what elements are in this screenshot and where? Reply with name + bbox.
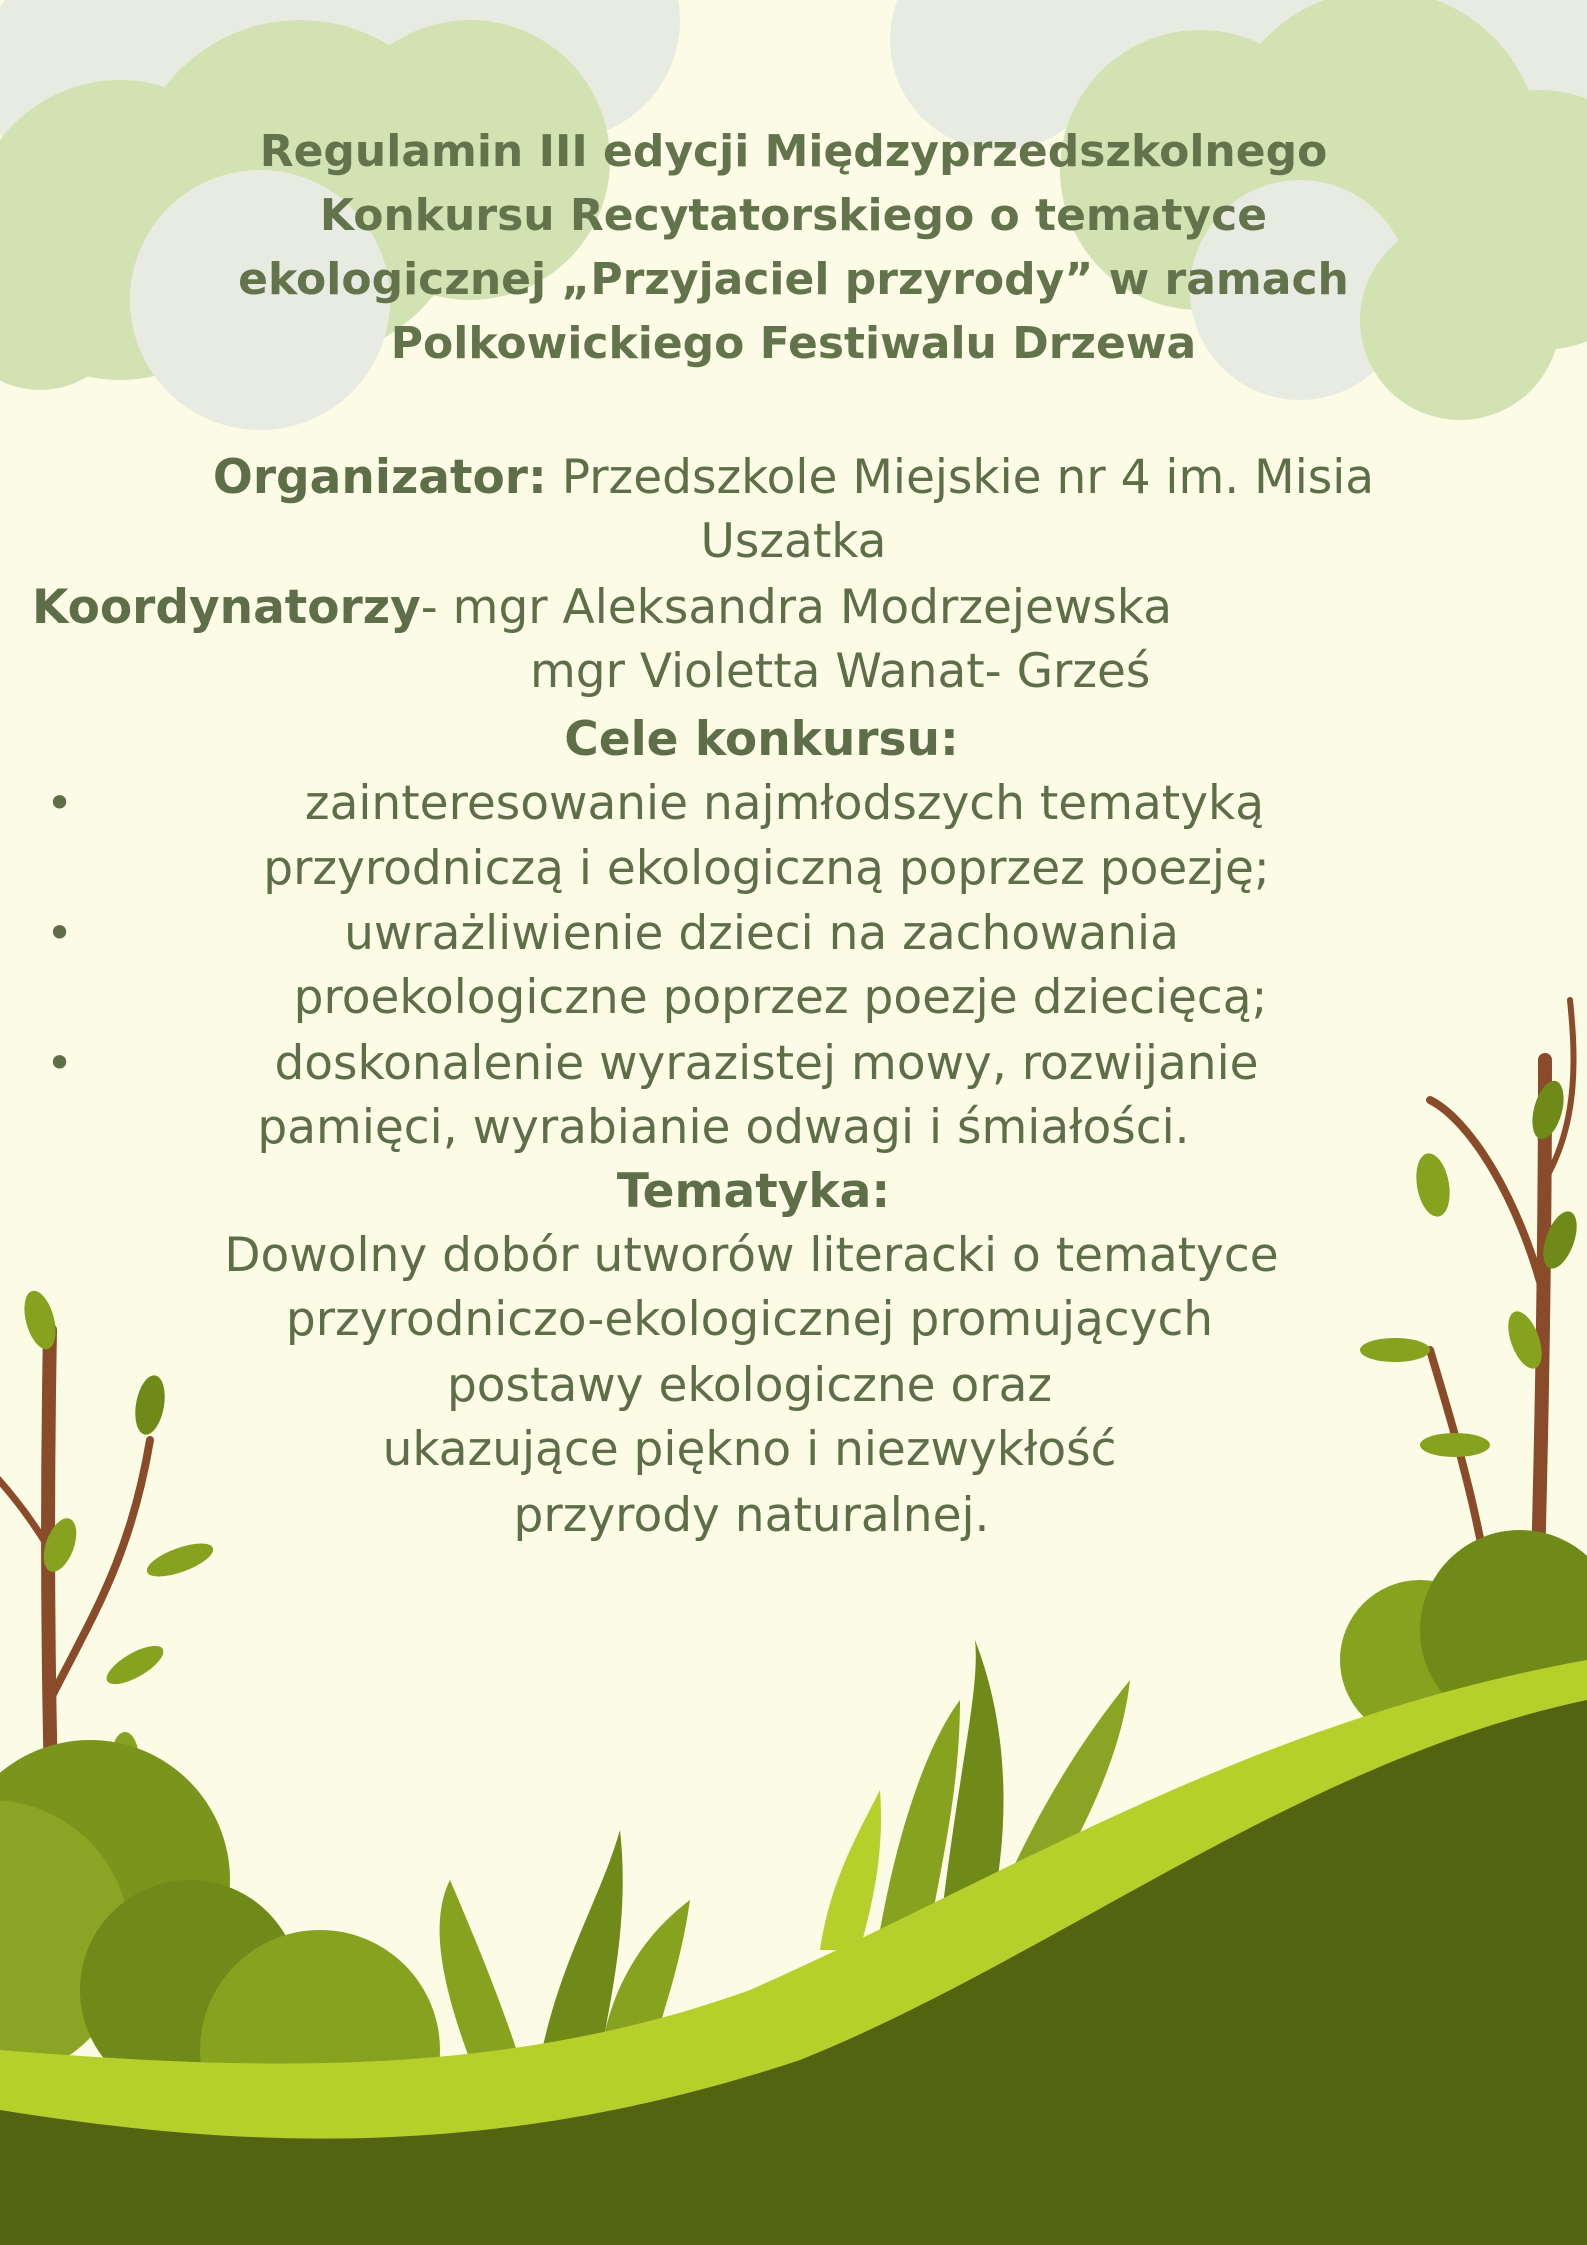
title-line: Polkowickiego Festiwalu Drzewa <box>390 318 1197 369</box>
topic-line: ukazujące piękno i niezwykłość <box>382 1422 1117 1477</box>
goal-item-line: pamięci, wyrabianie odwagi i śmiałości. <box>257 1100 1190 1155</box>
coordinator-name: mgr Violetta Wanat- Grześ <box>530 644 1151 699</box>
goal-item-line: doskonalenie wyrazistej mowy, rozwijanie <box>274 1036 1259 1091</box>
title-line: Regulamin III edycji Międzyprzedszkolnego <box>259 126 1328 177</box>
bullet-icon: • <box>46 1036 74 1090</box>
organizer-value: Przedszkole Miejskie nr 4 im. Misia <box>546 450 1375 505</box>
organizer-value-continued: Uszatka <box>700 514 887 569</box>
goals-heading: Cele konkursu: <box>564 712 959 767</box>
coordinators-separator: - <box>420 580 453 635</box>
goal-item-line: proekologiczne poprzez poezje dziecięcą; <box>293 970 1268 1025</box>
coordinators-line <box>32 580 1172 635</box>
coordinators-label: Koordynatorzy <box>32 580 421 635</box>
bullet-icon: • <box>46 906 74 960</box>
coordinator-name: mgr Aleksandra Modrzejewska <box>452 580 1172 635</box>
bullet-icon: • <box>46 776 74 830</box>
goal-item-line: przyrodniczą i ekologiczną poprzez poezję; <box>263 841 1270 896</box>
topic-heading: Tematyka: <box>616 1164 891 1219</box>
goal-item-line: uwrażliwienie dzieci na zachowania <box>344 906 1179 961</box>
organizer-label: Organizator: <box>212 450 547 505</box>
title-line: ekologicznej „Przyjaciel przyrody” w ramach <box>238 254 1349 305</box>
title-line: Konkursu Recytatorskiego o tematyce <box>319 190 1268 241</box>
topic-line: przyrody naturalnej. <box>513 1488 990 1543</box>
topic-line: przyrodniczo-ekologicznej promujących <box>285 1292 1214 1347</box>
organizer-line <box>0 450 1587 505</box>
topic-line: postawy ekologiczne oraz <box>446 1358 1053 1413</box>
goal-item-line: zainteresowanie najmłodszych tematyką <box>304 776 1265 831</box>
topic-line: Dowolny dobór utworów literacki o tematyce <box>224 1228 1279 1283</box>
